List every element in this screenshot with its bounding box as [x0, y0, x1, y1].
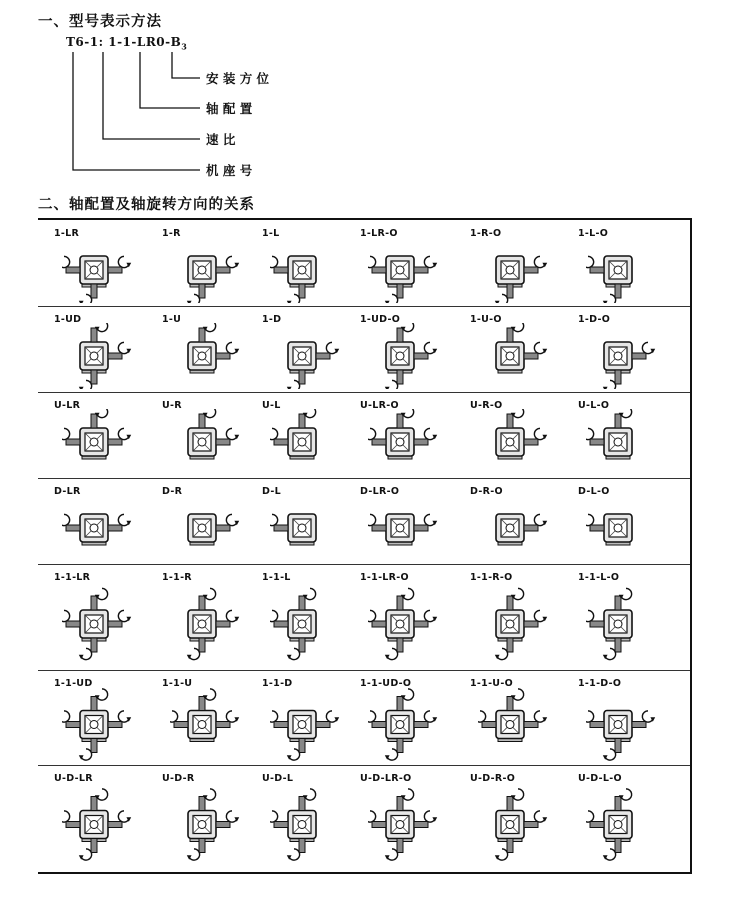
config-label: 1-1-UD-O	[360, 678, 412, 689]
config-cell	[578, 220, 684, 306]
gearbox-diagram	[478, 323, 558, 389]
gearbox-diagram	[368, 687, 448, 762]
config-cell	[578, 670, 684, 765]
gearbox-diagram	[586, 782, 666, 867]
gearbox-diagram	[478, 687, 558, 762]
legend-mounting-position: 安 装 方 位	[206, 71, 270, 86]
config-label: 1-1-L-O	[578, 572, 620, 583]
config-label: D-LR	[54, 486, 81, 497]
config-cell	[162, 478, 268, 564]
gearbox-diagram	[62, 581, 142, 667]
model-code-subscript: 3	[181, 41, 188, 52]
config-cell	[262, 564, 368, 670]
config-cell	[54, 478, 160, 564]
gearbox-diagram	[270, 495, 350, 561]
config-cell	[578, 478, 684, 564]
config-cell	[360, 765, 466, 870]
config-cell	[262, 306, 368, 392]
config-label: 1-LR	[54, 228, 80, 239]
config-cell	[262, 670, 368, 765]
config-cell	[360, 478, 466, 564]
config-label: 1-L-O	[578, 228, 609, 239]
gearbox-diagram	[270, 409, 350, 475]
gearbox-diagram	[478, 409, 558, 475]
config-label: 1-1-LR	[54, 572, 91, 583]
config-cell	[360, 392, 466, 478]
gearbox-diagram	[170, 581, 250, 667]
table-row	[38, 220, 690, 307]
config-cell	[578, 765, 684, 870]
config-label: U-LR-O	[360, 400, 399, 411]
gearbox-diagram	[170, 237, 250, 303]
gearbox-diagram	[586, 687, 666, 762]
config-cell	[578, 392, 684, 478]
gearbox-diagram	[368, 495, 448, 561]
config-label: 1-1-LR-O	[360, 572, 409, 583]
config-cell	[162, 220, 268, 306]
config-label: D-L-O	[578, 486, 610, 497]
gearbox-diagram	[368, 237, 448, 303]
config-label: D-R-O	[470, 486, 503, 497]
config-label: 1-UD	[54, 314, 82, 325]
table-row	[38, 306, 690, 393]
gearbox-diagram	[62, 687, 142, 762]
config-label: U-L-O	[578, 400, 610, 411]
config-cell	[262, 220, 368, 306]
gearbox-diagram	[270, 581, 350, 667]
gearbox-diagram	[586, 237, 666, 303]
config-label: 1-R	[162, 228, 181, 239]
config-cell	[162, 564, 268, 670]
config-label: 1-1-D-O	[578, 678, 622, 689]
config-cell	[162, 765, 268, 870]
gearbox-diagram	[586, 409, 666, 475]
gearbox-diagram	[62, 323, 142, 389]
config-label: 1-D-O	[578, 314, 611, 325]
config-label: U-D-LR	[54, 773, 93, 784]
config-label: D-R	[162, 486, 183, 497]
gearbox-diagram	[170, 409, 250, 475]
gearbox-diagram	[170, 495, 250, 561]
config-label: 1-1-U	[162, 678, 193, 689]
section-1-title: 一、型号表示方法	[38, 13, 162, 30]
gearbox-diagram	[62, 237, 142, 303]
config-cell	[162, 670, 268, 765]
config-cell	[54, 220, 160, 306]
config-label: U-D-L-O	[578, 773, 622, 784]
config-label: 1-LR-O	[360, 228, 398, 239]
config-label: 1-R-O	[470, 228, 502, 239]
gearbox-diagram	[368, 409, 448, 475]
config-label: D-LR-O	[360, 486, 400, 497]
config-cell	[360, 306, 466, 392]
config-cell	[470, 670, 576, 765]
gearbox-diagram	[368, 782, 448, 867]
config-cell	[54, 306, 160, 392]
table-row	[38, 478, 690, 565]
gearbox-diagram	[368, 581, 448, 667]
config-label: 1-1-R	[162, 572, 192, 583]
config-label: U-LR	[54, 400, 81, 411]
gearbox-diagram	[170, 782, 250, 867]
config-label: 1-1-UD	[54, 678, 93, 689]
section-2-title: 二、轴配置及轴旋转方向的关系	[38, 196, 255, 213]
config-label: U-D-R	[162, 773, 195, 784]
table-row	[38, 670, 690, 766]
gearbox-diagram	[478, 237, 558, 303]
config-cell	[470, 392, 576, 478]
config-label: U-D-L	[262, 773, 294, 784]
legend-frame-number: 机 座 号	[206, 163, 253, 178]
config-cell	[360, 670, 466, 765]
gearbox-diagram	[270, 782, 350, 867]
legend-shaft-configuration: 轴 配 置	[206, 101, 253, 116]
model-code-leader-lines	[0, 0, 730, 190]
gearbox-diagram	[368, 323, 448, 389]
config-cell	[162, 306, 268, 392]
config-label: 1-L	[262, 228, 280, 239]
config-cell	[262, 392, 368, 478]
gearbox-diagram	[586, 581, 666, 667]
gearbox-diagram	[170, 323, 250, 389]
config-label: U-D-R-O	[470, 773, 516, 784]
config-label: D-L	[262, 486, 281, 497]
shaft-configuration-table	[38, 218, 692, 874]
gearbox-diagram	[270, 323, 350, 389]
config-cell	[262, 478, 368, 564]
config-label: U-D-LR-O	[360, 773, 412, 784]
config-cell	[470, 220, 576, 306]
gearbox-diagram	[62, 782, 142, 867]
gearbox-diagram	[586, 495, 666, 561]
config-label: U-L	[262, 400, 281, 411]
config-label: 1-U	[162, 314, 182, 325]
config-label: 1-1-D	[262, 678, 293, 689]
table-row	[38, 392, 690, 479]
config-cell	[470, 306, 576, 392]
gearbox-diagram	[478, 495, 558, 561]
gearbox-diagram	[170, 687, 250, 762]
gearbox-diagram	[270, 237, 350, 303]
gearbox-diagram	[62, 495, 142, 561]
config-cell	[578, 306, 684, 392]
config-cell	[54, 670, 160, 765]
config-cell	[470, 564, 576, 670]
config-cell	[578, 564, 684, 670]
config-cell	[360, 564, 466, 670]
gearbox-diagram	[586, 323, 666, 389]
table-row	[38, 564, 690, 671]
config-cell	[54, 564, 160, 670]
config-label: 1-D	[262, 314, 282, 325]
gearbox-diagram	[478, 782, 558, 867]
config-label: 1-1-R-O	[470, 572, 513, 583]
config-cell	[470, 765, 576, 870]
model-code-main: T6-1: 1-1-LR0-B	[66, 35, 182, 49]
config-label: U-R	[162, 400, 182, 411]
config-cell	[360, 220, 466, 306]
gearbox-diagram	[478, 581, 558, 667]
gearbox-diagram	[62, 409, 142, 475]
config-label: 1-U-O	[470, 314, 502, 325]
config-label: 1-UD-O	[360, 314, 401, 325]
config-cell	[262, 765, 368, 870]
config-label: 1-1-U-O	[470, 678, 513, 689]
config-label: U-R-O	[470, 400, 503, 411]
config-cell	[54, 765, 160, 870]
config-label: 1-1-L	[262, 572, 291, 583]
legend-speed-ratio: 速 比	[206, 132, 236, 147]
gearbox-diagram	[270, 687, 350, 762]
table-row	[38, 765, 690, 870]
config-cell	[470, 478, 576, 564]
config-cell	[162, 392, 268, 478]
config-cell	[54, 392, 160, 478]
